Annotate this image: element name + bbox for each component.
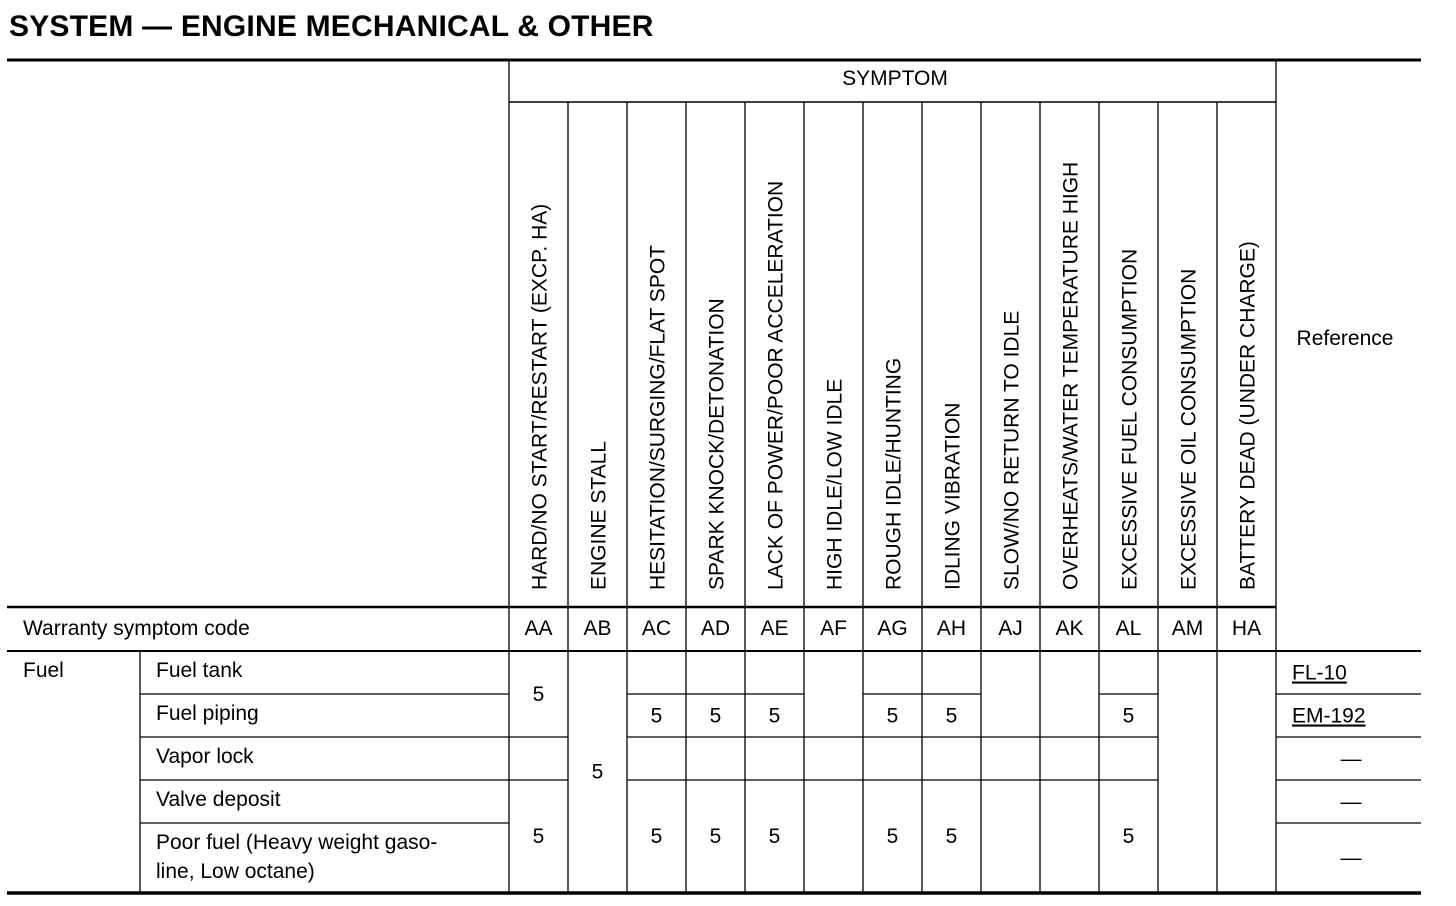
rating-value: 5 bbox=[945, 825, 958, 848]
symptom-name: BATTERY DEAD (UNDER CHARGE) bbox=[1236, 241, 1260, 590]
symptom-name: EXCESSIVE FUEL CONSUMPTION bbox=[1118, 248, 1142, 590]
warranty-code: AF bbox=[820, 617, 847, 640]
warranty-code: AH bbox=[936, 617, 967, 640]
symptom-name: HIGH IDLE/LOW IDLE bbox=[823, 378, 847, 590]
symptom-name: OVERHEATS/WATER TEMPERATURE HIGH bbox=[1059, 161, 1083, 590]
rating-value: 5 bbox=[886, 704, 899, 728]
reference-value: — bbox=[1340, 747, 1362, 771]
rating-value: 5 bbox=[709, 825, 722, 848]
reference-header: Reference bbox=[1296, 327, 1394, 350]
symptom-name: EXCESSIVE OIL CONSUMPTION bbox=[1177, 268, 1201, 590]
symptom-name: ENGINE STALL bbox=[587, 441, 611, 590]
warranty-code: AA bbox=[524, 617, 553, 640]
warranty-code: AL bbox=[1115, 617, 1142, 640]
warranty-code: AG bbox=[877, 617, 908, 640]
warranty-code: AJ bbox=[998, 617, 1023, 640]
warranty-code: AK bbox=[1055, 617, 1084, 640]
group-label-fuel: Fuel bbox=[23, 659, 64, 682]
warranty-code-label: Warranty symptom code bbox=[23, 617, 250, 640]
rating-value: 5 bbox=[1122, 704, 1135, 728]
symptom-name: HARD/NO START/RESTART (EXCP. HA) bbox=[528, 203, 552, 590]
symptom-name: SLOW/NO RETURN TO IDLE bbox=[1000, 310, 1024, 590]
warranty-code: AE bbox=[760, 617, 789, 640]
reference-value: — bbox=[1340, 846, 1362, 870]
reference-link[interactable]: FL-10 bbox=[1292, 661, 1347, 685]
rating-value: 5 bbox=[591, 760, 604, 784]
row-item-label: Poor fuel (Heavy weight gaso- bbox=[156, 831, 438, 854]
row-item-label: Vapor lock bbox=[156, 745, 254, 768]
rating-value: 5 bbox=[945, 704, 958, 728]
warranty-code: AC bbox=[641, 617, 672, 640]
rating-value: 5 bbox=[532, 683, 545, 706]
rating-value: 5 bbox=[768, 825, 781, 848]
warranty-code: AM bbox=[1171, 617, 1204, 640]
rating-value: 5 bbox=[532, 825, 545, 848]
rating-value: 5 bbox=[1122, 825, 1135, 848]
row-item-label: Fuel tank bbox=[156, 659, 243, 682]
symptom-header: SYMPTOM bbox=[842, 67, 948, 90]
symptom-name: HESITATION/SURGING/FLAT SPOT bbox=[646, 245, 670, 590]
symptom-name: IDLING VIBRATION bbox=[941, 402, 965, 590]
rating-value: 5 bbox=[650, 704, 663, 728]
reference-link[interactable]: EM-192 bbox=[1292, 704, 1366, 728]
row-item-label: Fuel piping bbox=[156, 702, 259, 725]
rating-value: 5 bbox=[768, 704, 781, 728]
rating-value: 5 bbox=[650, 825, 663, 848]
page-title: SYSTEM — ENGINE MECHANICAL & OTHER bbox=[9, 10, 654, 43]
warranty-code: HA bbox=[1231, 617, 1262, 640]
symptom-name: LACK OF POWER/POOR ACCELERATION bbox=[764, 180, 788, 590]
reference-value: — bbox=[1340, 790, 1362, 814]
rating-value: 5 bbox=[886, 825, 899, 848]
symptom-name: SPARK KNOCK/DETONATION bbox=[705, 298, 729, 590]
rating-value: 5 bbox=[709, 704, 722, 728]
row-item-label: line, Low octane) bbox=[156, 860, 315, 883]
warranty-code: AB bbox=[583, 617, 612, 640]
symptom-name: ROUGH IDLE/HUNTING bbox=[882, 357, 906, 590]
row-item-label: Valve deposit bbox=[156, 788, 281, 811]
warranty-code: AD bbox=[700, 617, 731, 640]
